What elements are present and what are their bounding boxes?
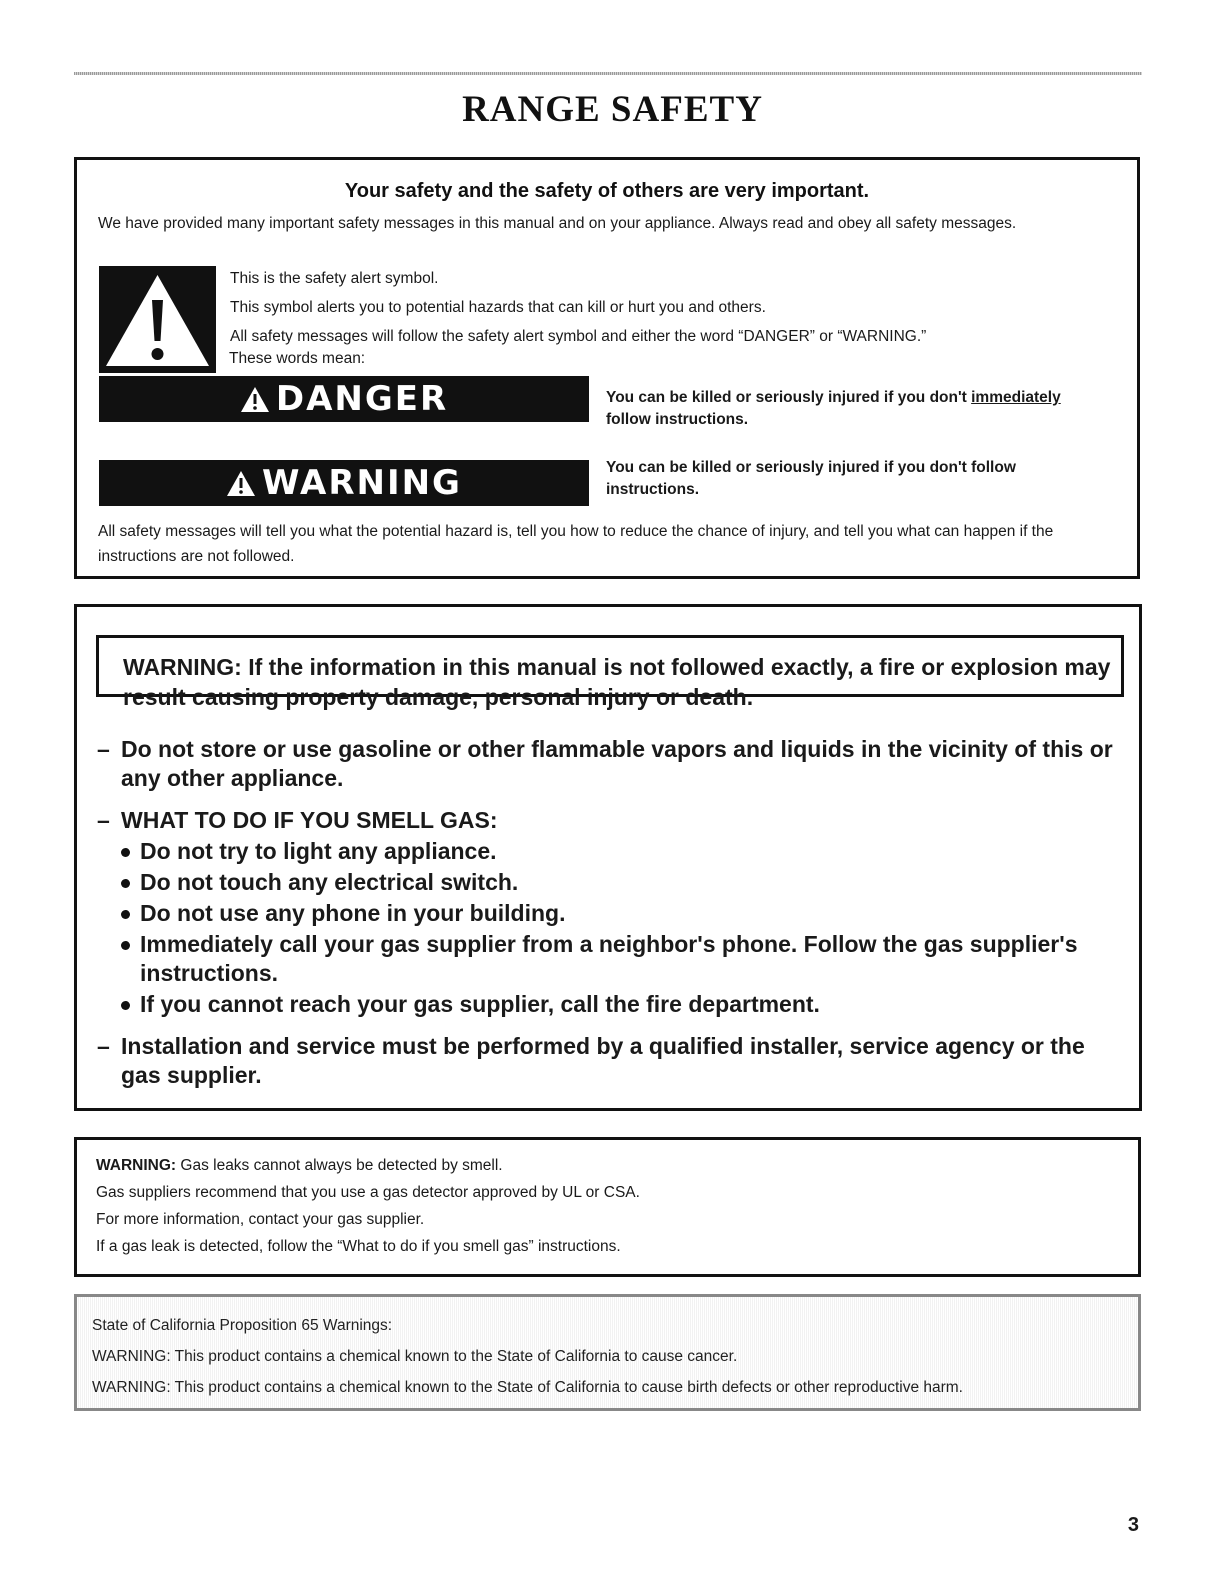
list-item: [121, 990, 1127, 1019]
leak-line-2: Gas suppliers recommend that you use a gas detector approved by UL or CSA.: [96, 1184, 640, 1201]
list-item-text: Installation and service must be performed by a qualified installer, service agency or the gas supplier.: [121, 1033, 1085, 1088]
step-text: Do not use any phone in your building.: [140, 900, 566, 926]
danger-description: [606, 387, 1136, 431]
symbol-line-3: All safety messages will follow the safety alert symbol and either the word “DANGER” or “WARNING.”: [230, 328, 927, 345]
list-item: [121, 930, 1127, 988]
list-item: [97, 735, 1127, 793]
prop65-title: State of California Proposition 65 Warnings:: [92, 1317, 393, 1334]
danger-desc-emphasis: immediately: [971, 389, 1061, 406]
gas-warning-banner: [96, 635, 1124, 710]
leak-line-3: For more information, contact your gas supplier.: [96, 1211, 425, 1228]
gas-instructions-list: [97, 735, 1127, 1103]
danger-alert-icon: [240, 386, 270, 413]
warning-description: You can be killed or seriously injured if you don't follow instructions.: [606, 459, 1016, 498]
prop65-box: [74, 1294, 1141, 1411]
bullet-icon: [121, 848, 130, 857]
bullet-icon: [121, 910, 130, 919]
bullet-icon: [121, 941, 130, 950]
symbol-line-4: These words mean:: [229, 350, 366, 367]
step-text: If you cannot reach your gas supplier, call the fire department.: [140, 991, 820, 1017]
page-number: 3: [1127, 1514, 1139, 1536]
list-item-text: WHAT TO DO IF YOU SMELL GAS:: [121, 807, 498, 833]
warning-alert-icon: [226, 470, 256, 497]
danger-desc-part2: follow instructions.: [606, 411, 749, 428]
symbol-line-1: This is the safety alert symbol.: [230, 270, 439, 287]
warning-label-wrap: [226, 463, 462, 503]
bullet-icon: [121, 879, 130, 888]
gas-warning-text: WARNING: If the information in this manual is not followed exactly, a fire or explosion may result causing property damage, personal injury or death.: [123, 654, 1111, 710]
safety-intro: We have provided many important safety messages in this manual and on your appliance. Always read and obey all safety messages.: [98, 215, 1017, 232]
dash-marker: –: [97, 1033, 110, 1059]
prop65-line-1: WARNING: This product contains a chemical known to the State of California to cause cancer.: [92, 1348, 738, 1365]
step-text: Do not try to light any appliance.: [140, 838, 497, 864]
step-text: Do not touch any electrical switch.: [140, 869, 519, 895]
leak-line-1: [96, 1157, 503, 1175]
safety-alert-icon: [99, 266, 216, 373]
symbol-line-2: This symbol alerts you to potential hazards that can kill or hurt you and others.: [230, 299, 766, 316]
dash-marker: –: [97, 736, 110, 762]
gas-leak-box: [74, 1137, 1141, 1277]
safety-info-box: [74, 157, 1140, 579]
page-title: RANGE SAFETY: [462, 89, 763, 130]
warning-signal-bar: [99, 460, 589, 506]
leak-line-1-text: Gas leaks cannot always be detected by smell.: [180, 1157, 503, 1174]
list-item: [97, 1032, 1127, 1090]
safety-footer: All safety messages will tell you what the potential hazard is, tell you how to reduce the chance of injury, and tell you what can happen if the instructions are not followed.: [98, 523, 1054, 565]
safety-heading: Your safety and the safety of others are very important.: [344, 180, 870, 202]
top-rule: [74, 72, 1142, 75]
bullet-icon: [121, 1001, 130, 1010]
warning-label: WARNING: [262, 463, 462, 503]
danger-signal-bar: [99, 376, 589, 422]
dash-marker: –: [97, 807, 110, 833]
leak-line-4: If a gas leak is detected, follow the “What to do if you smell gas” instructions.: [96, 1238, 621, 1255]
list-item: [121, 837, 1127, 866]
danger-desc-part1: You can be killed or seriously injured if you don't: [606, 389, 972, 406]
list-item-text: Do not store or use gasoline or other flammable vapors and liquids in the vicinity of this or any other appliance.: [121, 736, 1113, 791]
list-item: [121, 868, 1127, 897]
gas-warning-box: [74, 604, 1142, 1111]
list-item: [97, 806, 1127, 1019]
step-text: Immediately call your gas supplier from a neighbor's phone. Follow the gas supplier's instructions.: [140, 931, 1078, 986]
list-item: [121, 899, 1127, 928]
smell-gas-steps: [121, 837, 1127, 1019]
leak-warning-lead: WARNING:: [96, 1157, 177, 1174]
prop65-line-2: WARNING: This product contains a chemical known to the State of California to cause birth defects or other reproductive harm.: [92, 1379, 963, 1396]
danger-label-wrap: [240, 379, 448, 419]
danger-label: DANGER: [275, 379, 449, 419]
